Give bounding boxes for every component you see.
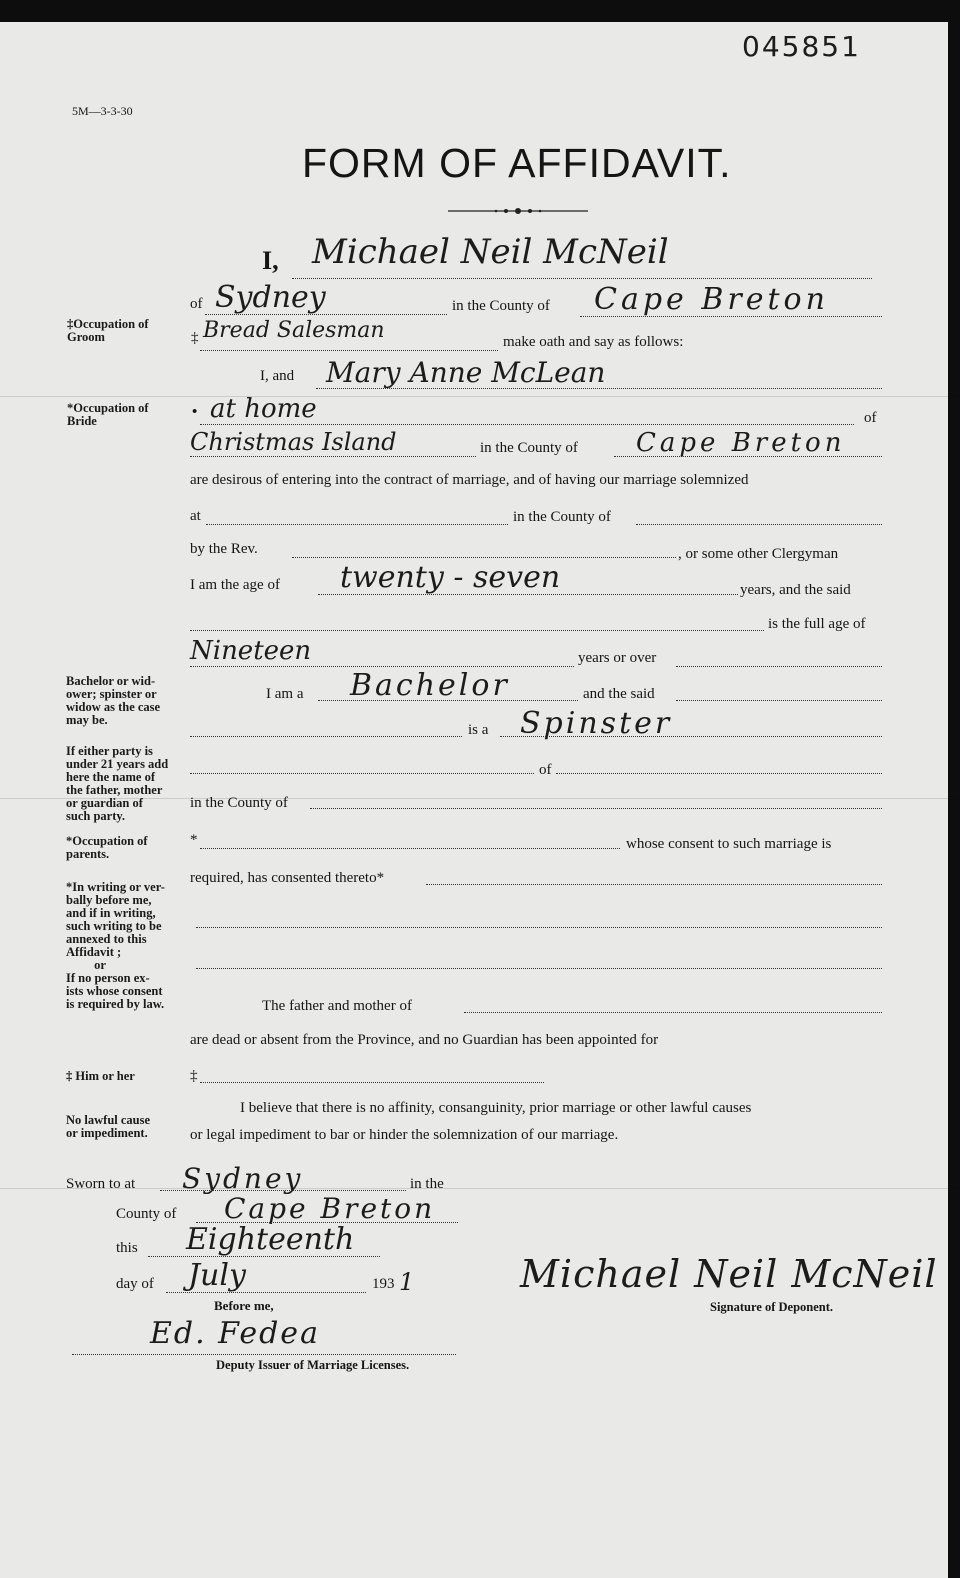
this-label: this (116, 1240, 138, 1256)
full-age-text: is the full age of (768, 616, 866, 632)
by-the-rev-label: by the Rev. (190, 541, 258, 557)
day-of-label: day of (116, 1276, 154, 1292)
sworn-day-line (148, 1256, 380, 1257)
groom-age: twenty - seven (340, 560, 561, 595)
note-occupation-bride: *Occupation of Bride (67, 401, 149, 428)
belief-line-2: or legal impediment to bar or hinder the solemnization of our marriage. (190, 1127, 619, 1143)
issuer-signature-line (72, 1354, 456, 1355)
serial-number: 045851 (742, 30, 861, 63)
bride-name-repeat-line (190, 630, 764, 631)
sworn-month-line (166, 1292, 366, 1293)
groom-occupation-line (200, 350, 498, 351)
signature-of-deponent-label: Signature of Deponent. (710, 1300, 834, 1314)
issuer-signature: Ed. Fedea (150, 1316, 320, 1351)
groom-status: Bachelor (350, 668, 510, 703)
bride-residence-line (190, 456, 476, 457)
is-a-label: is a (468, 722, 489, 738)
sworn-day: Eighteenth (186, 1222, 355, 1257)
sworn-place: Sydney (182, 1162, 304, 1195)
father-mother-line (464, 1012, 882, 1013)
before-me-label: Before me, (214, 1298, 274, 1313)
deputy-issuer-label: Deputy Issuer of Marriage Licenses. (216, 1358, 410, 1372)
desirous-text: are desirous of entering into the contract of marriage, and of having our marriage solemnized (190, 472, 749, 488)
county-label: in the County of (452, 298, 550, 314)
bride-name-line-2 (190, 736, 462, 737)
note-him-or-her: ‡ Him or her (66, 1069, 135, 1083)
year-digit: 1 (399, 1268, 415, 1296)
bride-occupation-line (200, 424, 854, 425)
consent-line-1 (426, 884, 882, 885)
years-or-over-line (676, 666, 882, 667)
note-writing: *In writing or ver- bally before me, and if in writing, such writing to be annexed to this Affidavit ; or If no person ex- ists whose consent is required by law. (66, 880, 165, 1011)
consent-line-3 (196, 968, 882, 969)
bride-age: Nineteen (190, 636, 312, 666)
page-title: FORM OF AFFIDAVIT. (302, 140, 732, 186)
of-label: of (190, 296, 203, 312)
groom-county-line (580, 316, 882, 317)
print-code: 5M—3-3-30 (72, 104, 133, 118)
groom-age-line (318, 594, 738, 595)
guardian-county-line (310, 808, 882, 809)
sworn-county: Cape Breton (224, 1192, 436, 1225)
groom-residence-line (205, 314, 447, 315)
year-prefix: 193 (372, 1276, 395, 1292)
father-mother-text: The father and mother of (262, 998, 412, 1014)
note-bachelor: Bachelor or wid- ower; spinster or widow as the case may be. (66, 674, 161, 727)
deponent-signature: Michael Neil McNeil (520, 1252, 938, 1296)
bride-status: Spinster (520, 706, 673, 741)
paper-fold (0, 396, 960, 397)
bride-status-line (500, 736, 882, 737)
at-label: at (190, 508, 201, 524)
bride-age-line (190, 666, 574, 667)
bullet-mark: • (192, 404, 198, 420)
asterisk-mark: * (190, 832, 198, 848)
age-label: I am the age of (190, 577, 280, 593)
paper-fold (0, 1188, 960, 1189)
sworn-month: July (188, 1258, 246, 1293)
bride-name-line (316, 388, 882, 389)
guardian-name-line (190, 773, 534, 774)
him-her-line (200, 1082, 544, 1083)
and-the-said-line (676, 700, 882, 701)
ceremony-county-line (636, 524, 882, 525)
groom-occupation: Bread Salesman (203, 318, 385, 343)
scan-top-edge (0, 0, 960, 22)
groom-county: Cape Breton (594, 282, 829, 317)
consented-text: required, has consented thereto* (190, 870, 385, 886)
other-clergyman-text: , or some other Clergyman (678, 546, 839, 562)
note-occupation-groom: ‡Occupation of Groom (67, 317, 149, 344)
bride-county: Cape Breton (636, 428, 846, 458)
note-no-lawful-cause: No lawful cause or impediment. (66, 1113, 151, 1140)
whose-consent-text: whose consent to such marriage is (626, 836, 832, 852)
i-prefix: I, (262, 246, 279, 275)
county-of-label: County of (116, 1206, 177, 1222)
i-am-a-label: I am a (266, 686, 304, 702)
ceremony-county-label: in the County of (513, 509, 611, 525)
parent-occupation-line (200, 848, 620, 849)
groom-status-line (318, 700, 578, 701)
note-under-21: If either party is under 21 years add here the name of the father, mother or guardian of such party. (66, 744, 169, 823)
of-right-label: of (864, 410, 877, 426)
groom-residence: Sydney (215, 280, 326, 315)
bride-county-line (614, 456, 882, 457)
clergyman-line (292, 557, 676, 558)
guardian-county-label: in the County of (190, 795, 288, 811)
bride-county-label: in the County of (480, 440, 578, 456)
dead-absent-text: are dead or absent from the Province, and no Guardian has been appointed for (190, 1032, 659, 1048)
guardian-residence-line (556, 773, 882, 774)
in-the-label: in the (410, 1176, 444, 1192)
and-the-said-label: and the said (583, 686, 655, 702)
i-and-label: I, and (260, 368, 295, 384)
bride-occupation: at home (210, 394, 317, 424)
make-oath-text: make oath and say as follows: (503, 334, 684, 350)
ceremony-place-line (206, 524, 508, 525)
years-or-over-text: years or over (578, 650, 657, 666)
scan-right-edge (948, 0, 960, 1578)
bride-residence: Christmas Island (190, 428, 397, 456)
sworn-place-line (160, 1190, 406, 1191)
title-ornament (448, 204, 588, 218)
consent-line-2 (196, 927, 882, 928)
dagger-mark: ‡ (191, 330, 199, 346)
dagger-mark-2: ‡ (190, 1068, 198, 1084)
belief-line-1: I believe that there is no affinity, consanguinity, prior marriage or other lawful causes (240, 1100, 752, 1116)
groom-name: Michael Neil McNeil (312, 232, 669, 272)
guardian-of-label: of (539, 762, 552, 778)
note-occupation-parents: *Occupation of parents. (66, 834, 148, 861)
groom-name-line (292, 278, 872, 279)
years-and-said-text: years, and the said (740, 582, 851, 598)
bride-name: Mary Anne McLean (326, 356, 606, 389)
sworn-to-at-label: Sworn to at (66, 1176, 136, 1192)
